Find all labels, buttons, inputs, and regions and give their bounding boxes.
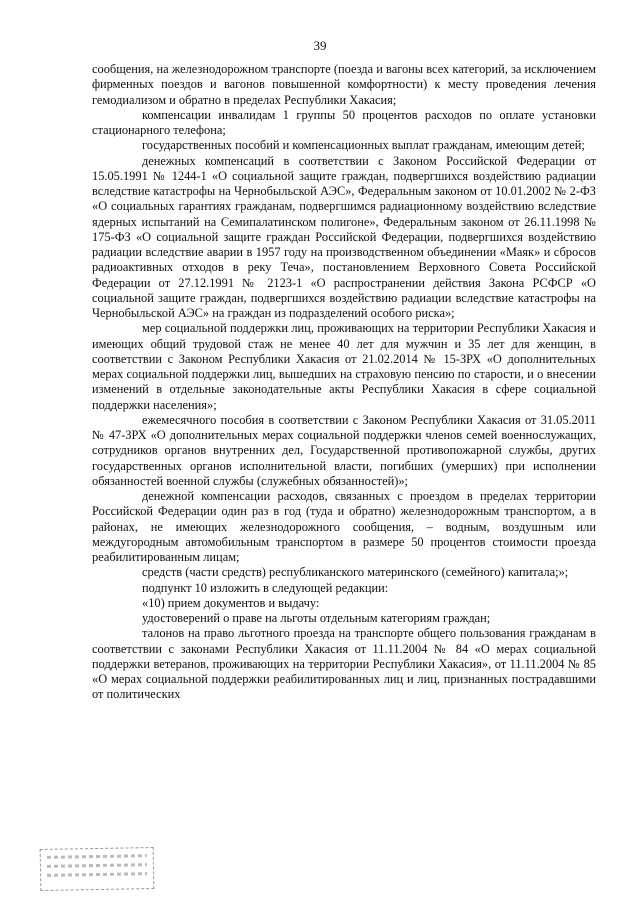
document-body	[92, 62, 596, 703]
paragraph: подпункт 10 изложить в следующей редакции:	[142, 580, 389, 595]
faint-stamp	[40, 847, 155, 891]
paragraph: «10) прием документов и выдачу:	[142, 595, 320, 610]
paragraph: мер социальной поддержки лиц, проживающих на территории Республики Хакасия и имеющих общий трудовой стаж не менее 40 лет для мужчин и 35 лет для женщин, в соответствии с Законом Республики Хакасия от 21.02.2014 № 15-ЗРХ «О дополнительных мерах социальной поддержки лиц, вышедших на страховую пенсию по старости, и о внесении изменений в отдельные законодательные акты Республики Хакасия в сфере социальной поддержки населения»;	[92, 321, 596, 412]
paragraph: удостоверений о праве на льготы отдельным категориям граждан;	[142, 611, 491, 625]
paragraph: компенсации инвалидам 1 группы 50 процентов расходов по оплате установки стационарного телефона;	[92, 107, 596, 137]
paragraph: талонов на право льготного проезда на транспорте общего пользования гражданам в соответствии с законами Республики Хакасия от 11.11.2004 № 84 «О мерах социальной поддержки ветеранов, проживающих на территории Республики Хакасия», от 11.11.2004 № 85 «О мерах социальной поддержки реабилитированных лиц и лиц, признанных пострадавшими от политических	[92, 626, 596, 702]
paragraph: сообщения, на железнодорожном транспорте (поезда и вагоны всех категорий, за исключением фирменных поездов и вагонов повышенной комфортности) к месту проведения лечения гемодиализом и обратно в пределах Республики Хакасия;	[92, 62, 596, 107]
paragraph: средств (части средств) республиканского материнского (семейного) капитала;»;	[142, 565, 569, 580]
paragraph: денежной компенсации расходов, связанных с проездом в пределах территории Российской Федерации один раз в год (туда и обратно) железнодорожным транспортом, а в районах, не имеющих железнодорожного сообщения, – водным, воздушным или междугородным автомобильным транспортом в размере 50 процентов стоимости проезда реабилитированным лицам;	[92, 489, 596, 564]
page-number: 39	[313, 38, 327, 53]
paragraph: государственных пособий и компенсационных выплат гражданам, имеющим детей;	[142, 138, 585, 153]
paragraph: ежемесячного пособия в соответствии с Законом Республики Хакасия от 31.05.2011 № 47-ЗРХ «О дополнительных мерах социальной поддержки членов семей военнослужащих, сотрудников органов внутренних дел, Государственной противопожарной службы, других государственных органов исполнительной власти, погибших (умерших) при исполнении обязанностей военной службы (служебных обязанностей)»;	[92, 412, 596, 488]
paragraph: денежных компенсаций в соответствии с Законом Российской Федерации от 15.05.1991 № 1244-1 «О социальной защите граждан, подвергшихся воздействию радиации вследствие катастрофы на Чернобыльской АЭС», Федеральным законом от 10.01.2002 № 2-ФЗ «О социальных гарантиях гражданам, подвергшимся радиационному воздействию вследствие ядерных испытаний на Семипалатинском полигоне», Федеральным законом от 26.11.1998 № 175-ФЗ «О социальной защите граждан Российской Федерации, подвергшихся воздействию радиации вследствие аварии в 1957 году на производственном объединении «Маяк» и сбросов радиоактивных отходов в реку Теча», постановлением Верховного Совета Российской Федерации от 27.12.1991 № 2123-1 «О распространении действия Закона РСФСР «О социальной защите граждан, подвергшихся воздействию радиации вследствие катастрофы на Чернобыльской АЭС» на граждан из подразделений особого риска»;	[92, 153, 596, 320]
